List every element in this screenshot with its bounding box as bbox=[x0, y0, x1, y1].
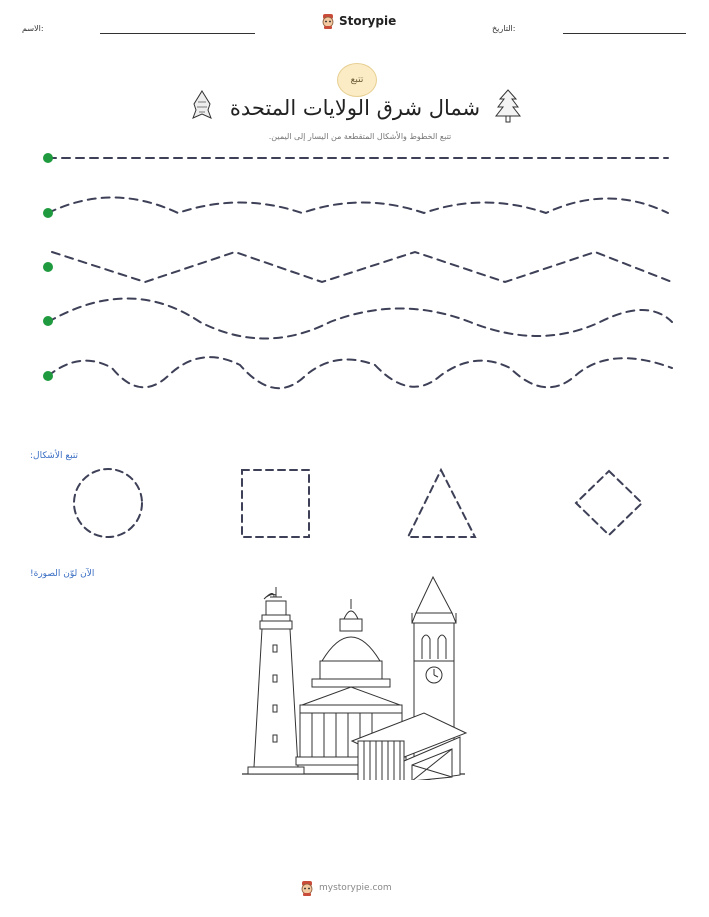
trace-badge: تتبع bbox=[337, 63, 377, 97]
trace-triangle bbox=[408, 470, 475, 537]
trace-circle bbox=[74, 469, 142, 537]
trace-line-wave-1 bbox=[48, 198, 668, 214]
lighthouse-drawing bbox=[248, 587, 304, 774]
page-title: شمال شرق الولايات المتحدة bbox=[229, 96, 481, 120]
name-label: الاسم: bbox=[22, 24, 44, 33]
date-label: التاريخ: bbox=[492, 24, 516, 33]
footer bbox=[300, 880, 392, 896]
storypie-logo-icon bbox=[300, 880, 314, 896]
start-dot-5 bbox=[43, 371, 53, 381]
brand-logo bbox=[321, 13, 396, 29]
brand-name: Storypie bbox=[339, 14, 397, 28]
trace-line-zigzag bbox=[52, 252, 672, 282]
trace-line-wave-2 bbox=[48, 299, 672, 339]
start-dot-1 bbox=[43, 153, 53, 163]
tracing-lines bbox=[0, 140, 709, 400]
date-line[interactable] bbox=[563, 33, 686, 34]
color-section-label: الآن لوّن الصورة! bbox=[30, 569, 95, 579]
start-dot-4 bbox=[43, 316, 53, 326]
start-dot-3 bbox=[43, 262, 53, 272]
coloring-illustration[interactable] bbox=[240, 575, 470, 780]
pine-tree-icon bbox=[494, 89, 522, 123]
shapes-section-label: تتبع الأشكال: bbox=[30, 451, 79, 461]
storypie-logo-icon bbox=[321, 13, 335, 29]
name-line[interactable] bbox=[100, 33, 255, 34]
trace-diamond bbox=[576, 471, 642, 535]
trace-shapes bbox=[0, 465, 709, 545]
footer-site[interactable]: mystorypie.com bbox=[319, 883, 392, 893]
page-subtitle: تتبع الخطوط والأشكال المتقطعة من اليسار إلى اليمين. bbox=[268, 132, 452, 141]
trace-square bbox=[242, 470, 309, 537]
trace-line-wave-3 bbox=[48, 357, 672, 388]
start-dot-2 bbox=[43, 208, 53, 218]
arrowhead-icon bbox=[190, 90, 214, 120]
